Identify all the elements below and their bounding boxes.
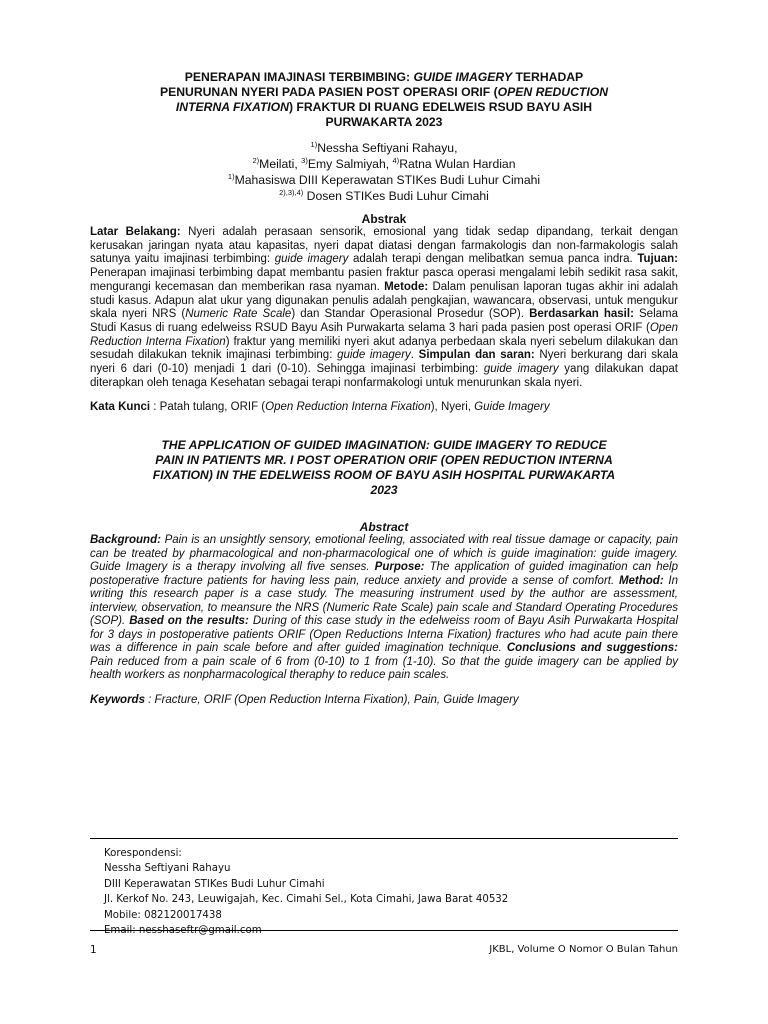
- correspondence-address: Jl. Kerkof No. 243, Leuwigajah, Kec. Cimahi Sel., Kota Cimahi, Jawa Barat 40532: [104, 894, 509, 906]
- abstrak-text: .: [410, 349, 419, 362]
- abstrak-italic: guide imagery: [274, 253, 349, 266]
- title-italic: OPEN REDUCTION: [497, 85, 609, 99]
- correspondence-institution: DIII Keperawatan STIKes Budi Luhur Cimahi: [104, 878, 325, 890]
- affiliation-2: [90, 188, 678, 204]
- correspondence-email: Email: nesshaseftr@gmail.com: [104, 925, 262, 937]
- abstract-label: Conclusions and suggestions:: [506, 642, 678, 655]
- author-sup: 4): [392, 155, 400, 165]
- author-sup: 3): [301, 155, 308, 165]
- english-title-line: PAIN IN PATIENTS MR. I POST OPERATION ORIF (OPEN REDUCTION INTERNA: [155, 453, 613, 468]
- english-title-line: FIXATION) IN THE EDELWEISS ROOM OF BAYU ASIH HOSPITAL PURWAKARTA: [152, 468, 616, 483]
- abstract-text: Pain reduced from a pain scale of 6 from (0-10) to 1 from (1-10). So that the guide imagery can be applied by health workers as nonpharmacological theraphy to reduce pain scales.: [90, 655, 678, 682]
- correspondence-mobile: Mobile: 082120017438: [104, 909, 222, 921]
- abstract-label: Background:: [90, 534, 161, 547]
- english-title: [90, 438, 678, 498]
- english-title-line: THE APPLICATION OF GUIDED IMAGINATION: GUIDE IMAGERY TO REDUCE: [161, 438, 607, 453]
- author-name: Nessha Seftiyani Rahayu,: [317, 141, 458, 155]
- abstrak-text: ) dan Standar Operasional Prosedur (SOP).: [291, 308, 530, 321]
- correspondence-label: Korespondensi:: [104, 848, 182, 859]
- kata-kunci-text: : Patah tulang, ORIF (: [150, 401, 266, 414]
- english-title-line: 2023: [370, 483, 398, 498]
- abstract-text: Pain is an unsightly sensory, emotional feeling, associated with real tissue damage or capacity, pain can be treated by pharmacological and non-pharmacological one of which is guide imagination: guide imagery. Guide Imagery is a therapy involving all five senses.: [90, 534, 678, 574]
- abstrak-text: yang dilakukan dapat diterapkan oleh tenaga Kesehatan sebagai terapi nonfarmakologi untuk menurunkan skala nyeri.: [90, 363, 679, 389]
- page-number: 1: [90, 944, 97, 956]
- author-name: Ratna Wulan Hardian: [399, 157, 516, 171]
- abstrak-text: Penerapan imajinasi terbimbing dapat membantu pasien fraktur pasca operasi mengalami lebih sedikit rasa sakit, mengurangi kecemasan dan memberikan rasa nyaman.: [90, 267, 678, 293]
- keywords-text: : Fracture, ORIF (Open Reduction Interna Fixation), Pain, Guide Imagery: [144, 693, 519, 706]
- abstrak-label: Latar Belakang:: [90, 226, 181, 238]
- footnote-divider: [90, 838, 678, 839]
- abstrak-label: Tujuan:: [637, 253, 678, 266]
- paper-page: [90, 70, 678, 707]
- author-sup: 2): [252, 155, 260, 165]
- abstrak-label: Simpulan dan saran:: [418, 349, 535, 362]
- abstrak-text: ) fraktur yang memiliki nyeri akut adanya perbedaan skala nyeri sebelum dilakukan dan sesudah dilakukan teknik imajinasi terbimbing:: [90, 335, 678, 362]
- author-name: Emy Salmiyah,: [307, 157, 393, 171]
- keywords-label: Keywords: [90, 693, 145, 706]
- author-line-2: [90, 156, 678, 172]
- paper-title: [90, 70, 678, 130]
- author-name: Meilati,: [259, 157, 302, 171]
- kata-kunci: [90, 400, 678, 414]
- abstrak-text: Dalam penulisan laporan tugas akhir ini adalah studi kasus. Adapun alat ukur yang digunakan penulis adalah pengkajian, wawancara, observasi, untuk mengukur skala nyeri NRS (: [90, 280, 678, 321]
- author-line-1: [90, 140, 678, 156]
- abstract-body: [90, 534, 678, 683]
- kata-kunci-label: Kata Kunci: [90, 401, 151, 414]
- abstrak-text: Nyeri adalah perasaan sensorik, emosional yang tidak sedap dipandang, terkait dengan kerusakan jaringan nyata atau kapasitas, nyeri dapat diatasi dengan farmakologis dan non-farmakologis salah satunya yaitu imajinasi terbimbing:: [90, 226, 679, 266]
- affiliation-1: [90, 172, 678, 188]
- kata-kunci-italic: Open Reduction Interna Fixation: [265, 401, 431, 414]
- abstract-text: The application of guided imagination can help postoperative fracture patients for having less pain, reduce anxiety and provide a sense of comfort.: [90, 561, 679, 587]
- abstrak-text: Selama Studi Kasus di ruang edelweiss RSUD Bayu Asih Purwakarta selama 3 hari pada pasien post operasi ORIF (: [90, 308, 679, 334]
- abstract-label: Based on the results:: [129, 615, 249, 628]
- abstrak-heading: Abstrak: [361, 212, 407, 226]
- title-text: PURWAKARTA 2023: [325, 115, 443, 129]
- abstrak-italic: guide imagery: [483, 363, 559, 376]
- abstrak-italic: guide imagery: [337, 349, 411, 362]
- abstract-text: In writing this research paper is a case study. The measuring instrument used by the author are assessment, interview, observation, to meansure the NRS (Numeric Rate Scale) pain scale and Standard Operating Procedures (SOP).: [90, 574, 678, 628]
- abstract-label: Purpose:: [374, 561, 425, 574]
- abstrak-text: adalah terapi dengan melibatkan semua panca indra.: [348, 253, 638, 266]
- title-italic: GUIDE IMAGERY: [413, 70, 513, 84]
- title-italic: INTERNA FIXATION: [175, 100, 289, 114]
- abstrak-label: Metode:: [384, 280, 429, 293]
- abstrak-body: [90, 226, 678, 390]
- abstract-text: During of this case study in the edelweiss room of Bayu Asih Purwakarta Hospital for 3 days in postoperative patients ORIF (Open Reductions Interna Fixation) fractures who had acute pain there was a difference in pain scale before and after guided imagination technique.: [90, 615, 678, 655]
- journal-footer: JKBL, Volume O Nomor O Bulan Tahun: [489, 944, 678, 955]
- title-text: PENERAPAN IMAJINASI TERBIMBING:: [184, 70, 414, 84]
- correspondence-block: [104, 846, 508, 938]
- abstract-label: Method:: [618, 574, 664, 587]
- abstrak-italic: Numeric Rate Scale: [185, 308, 292, 321]
- affiliation-text: Mahasiswa DIII Keperawatan STIKes Budi Luhur Cimahi: [234, 173, 541, 187]
- correspondence-name: Nessha Seftiyani Rahayu: [104, 863, 231, 875]
- abstrak-text: Nyeri berkurang dari skala nyeri 6 dari (0-10) menjadi 1 dari (0-10). Sehingga imajinasi terbimbing:: [90, 349, 679, 376]
- title-text: TERHADAP: [512, 70, 584, 84]
- abstrak-italic: Open Reduction Interna Fixation: [90, 321, 678, 348]
- author-block: [90, 140, 678, 204]
- affiliation-text: Dosen STIKes Budi Luhur Cimahi: [303, 189, 489, 203]
- title-text: PENURUNAN NYERI PADA PASIEN POST OPERASI ORIF (: [159, 85, 498, 99]
- kata-kunci-text: ), Nyeri,: [430, 401, 475, 414]
- footer-divider: [90, 930, 678, 931]
- title-text: ) FRAKTUR DI RUANG EDELWEIS RSUD BAYU ASIH: [288, 100, 593, 114]
- affiliation-sup: 2),3),4): [279, 187, 304, 197]
- author-sup: 1): [310, 139, 318, 149]
- abstrak-label: Berdasarkan hasil:: [529, 308, 634, 321]
- abstract-heading: Abstract: [359, 520, 409, 535]
- kata-kunci-italic: Guide Imagery: [474, 401, 550, 414]
- affiliation-sup: 1): [227, 171, 235, 181]
- keywords: [90, 693, 678, 707]
